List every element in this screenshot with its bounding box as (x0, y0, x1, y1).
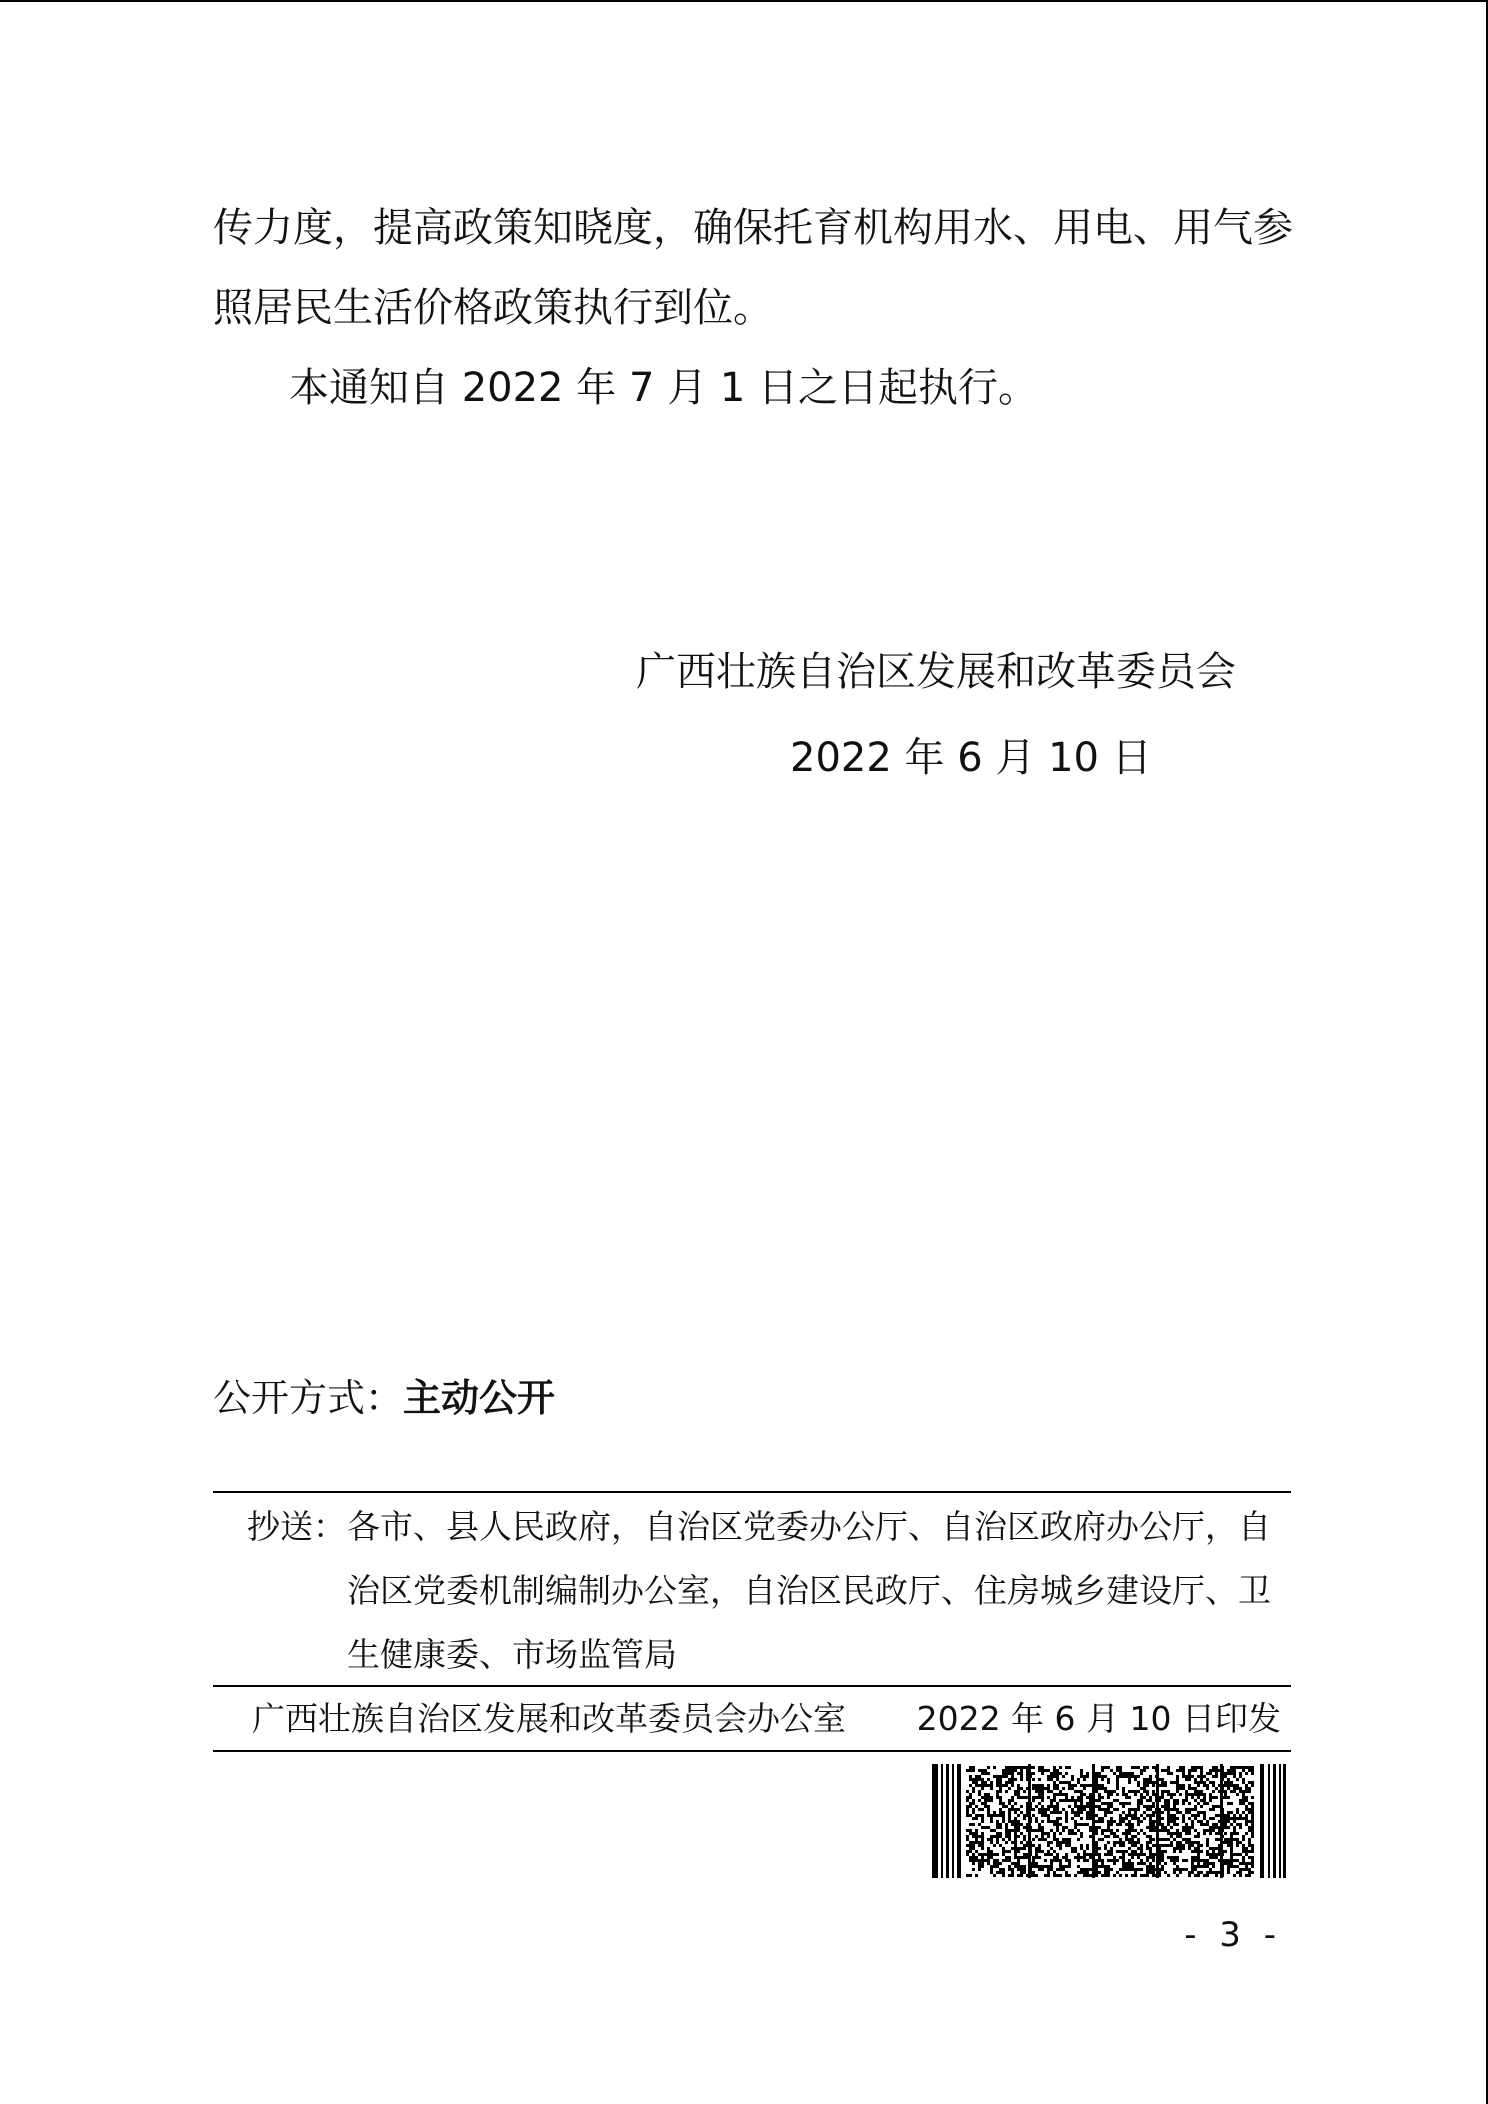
signature-date: 2022 年 6 月 10 日 (790, 735, 1152, 781)
disclosure-line (213, 1358, 555, 1438)
barcode-image (932, 1764, 1286, 1878)
cc-top-rule (213, 1491, 1291, 1493)
issue-date: 2022 年 6 月 10 日印发 (916, 1699, 1281, 1738)
body-paragraph-2: 本通知自 2022 年 7 月 1 日之日起执行。 (289, 365, 1038, 411)
disclosure-label: 公开方式： (213, 1376, 404, 1420)
page-number: - 3 - (1184, 1915, 1282, 1955)
footer-top-rule (213, 1685, 1291, 1687)
page-top-border (0, 0, 1488, 2)
cc-recipients: 各市、县人民政府，自治区党委办公厅、自治区政府办公厅，自治区党委机制编制办公室，自治区民政厅、住房城乡建设厅、卫生健康委、市场监管局 (347, 1507, 1271, 1674)
footer-bottom-rule (213, 1750, 1291, 1752)
issuer-office: 广西壮族自治区发展和改革委员会办公室 (252, 1699, 846, 1738)
body-paragraph-1: 传力度，提高政策知晓度，确保托育机构用水、用电、用气参照居民生活价格政策执行到位。 (213, 205, 1293, 331)
disclosure-value: 主动公开 (403, 1376, 556, 1420)
signature-organization: 广西壮族自治区发展和改革委员会 (636, 649, 1236, 695)
cc-label: 抄送： (247, 1507, 346, 1546)
